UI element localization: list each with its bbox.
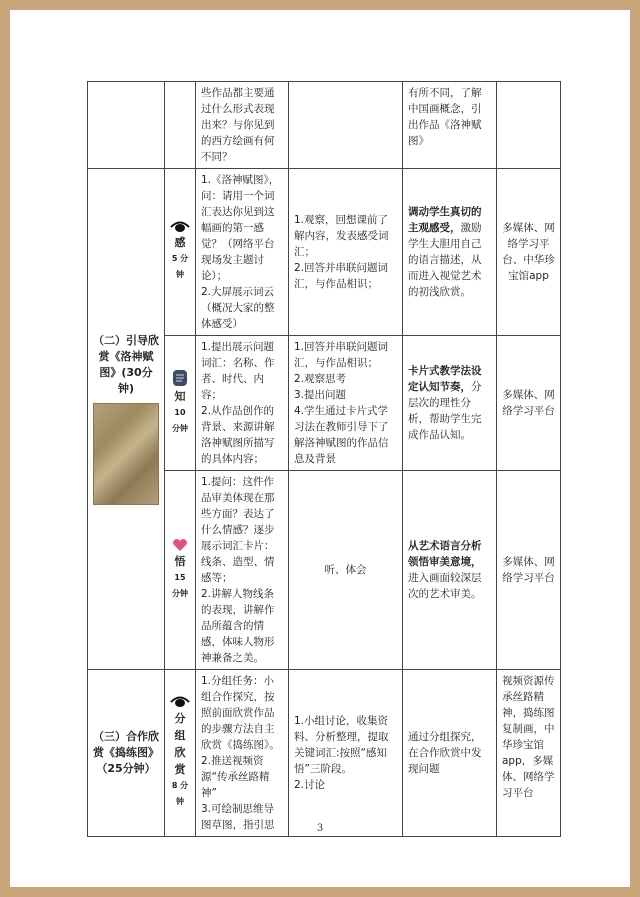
phase-cell-continued xyxy=(165,82,196,169)
phase-time: 5 分钟 xyxy=(171,254,189,279)
phase-label: 分组欣赏 xyxy=(174,712,186,776)
teacher-activity: 些作品都主要通过什么形式表现出来？与你见到的西方绘画有何不同？ xyxy=(196,82,289,169)
phase-label: 知 xyxy=(174,390,186,403)
resources: 多媒体、网络学习平台 xyxy=(497,471,561,670)
page-number: 3 xyxy=(316,823,324,834)
brain-icon xyxy=(172,369,188,387)
intent-highlight: 卡片式教学法设定认知节奏， xyxy=(408,365,482,393)
intent-highlight: 从艺术语言分析领悟审美意境， xyxy=(408,540,482,568)
student-activity: 听、体会 xyxy=(289,471,403,670)
intent-text: 分层次的理性分析，帮助学生完成作品认知。 xyxy=(408,381,482,441)
student-activity: 1.小组讨论，收集资料、分析整理，提取关键词汇:按照“感知悟”三阶段。 2.讨论 xyxy=(289,670,403,837)
stage-cell: （三）合作欣赏《捣练图》（25分钟） xyxy=(88,670,165,837)
phase-time: 10 分钟 xyxy=(172,408,188,433)
phase-cell xyxy=(165,169,196,336)
student-activity xyxy=(289,82,403,169)
intent-text: 进入画面较深层次的艺术审美。 xyxy=(408,572,482,600)
stage-cell xyxy=(88,169,165,670)
table-row xyxy=(88,670,561,837)
phase-cell xyxy=(165,670,196,837)
stage-title: （二）引导欣赏《洛神赋图》(30分钟) xyxy=(93,334,159,395)
design-intent xyxy=(403,169,497,336)
intent-highlight: 调动学生真切的主观感受， xyxy=(408,206,482,234)
eye-icon xyxy=(170,221,190,233)
resources xyxy=(497,82,561,169)
table-row xyxy=(88,169,561,336)
teacher-activity: 1.分组任务：小组合作探究，按照前面欣赏作品的步骤方法自主欣赏《捣练图》。 2.推送视频资源“传承丝路精神” 3.可绘制思维导图草图，指引思 xyxy=(196,670,289,837)
phase-cell xyxy=(165,471,196,670)
table-row xyxy=(88,82,561,169)
painting-thumbnail xyxy=(93,403,159,505)
student-activity: 1.观察，回想课前了解内容，发表感受词汇； 2.回答并串联问题词汇，与作品相识； xyxy=(289,169,403,336)
design-intent: 有所不同，了解中国画概念，引出作品《洛神赋图》 xyxy=(403,82,497,169)
resources: 多媒体、网络学习平台、中华珍宝馆app xyxy=(497,169,561,336)
resources: 视频资源传承丝路精神，捣练图复制画，中华珍宝馆app，多媒体、网络学习平台 xyxy=(497,670,561,837)
phase-cell xyxy=(165,336,196,471)
heart-icon xyxy=(172,538,188,552)
teacher-activity: 1.提问：这件作品审美体现在那些方面？表达了什么情感？逐步展示词汇卡片：线条、造型、情感等； 2.讲解人物线条的表现，讲解作品所蕴含的情感，体味人物形神兼备之美。 xyxy=(196,471,289,670)
teacher-activity: 1.提出展示问题词汇：名称、作者、时代、内容； 2.从作品创作的背景、来源讲解洛神赋图所描写的具体内容； xyxy=(196,336,289,471)
phase-label: 悟 xyxy=(174,555,186,568)
intent-text: 激励学生大胆用自己的语言描述，从而进入视觉艺术的初浅欣赏。 xyxy=(408,222,482,298)
design-intent: 通过分组探究，在合作欣赏中发现问题 xyxy=(403,670,497,837)
teacher-activity: 1.《洛神赋图》，问：请用一个词汇表达你见到这幅画的第一感觉？（网络平台现场发主题讨论）； 2.大屏展示词云（概况大家的整体感受） xyxy=(196,169,289,336)
design-intent xyxy=(403,336,497,471)
lesson-plan-table xyxy=(87,81,561,837)
phase-time: 8 分钟 xyxy=(171,781,189,806)
phase-time: 15 分钟 xyxy=(172,573,188,598)
resources: 多媒体、网络学习平台 xyxy=(497,336,561,471)
stage-cell-continued xyxy=(88,82,165,169)
student-activity: 1.回答并串联问题词汇，与作品相识； 2.观察思考 3.提出问题 4.学生通过卡片式学习法在教师引导下了解洛神赋图的作品信息及背景 xyxy=(289,336,403,471)
phase-label: 感 xyxy=(174,236,186,249)
eye-icon xyxy=(170,696,190,708)
document-page xyxy=(10,10,630,887)
design-intent xyxy=(403,471,497,670)
